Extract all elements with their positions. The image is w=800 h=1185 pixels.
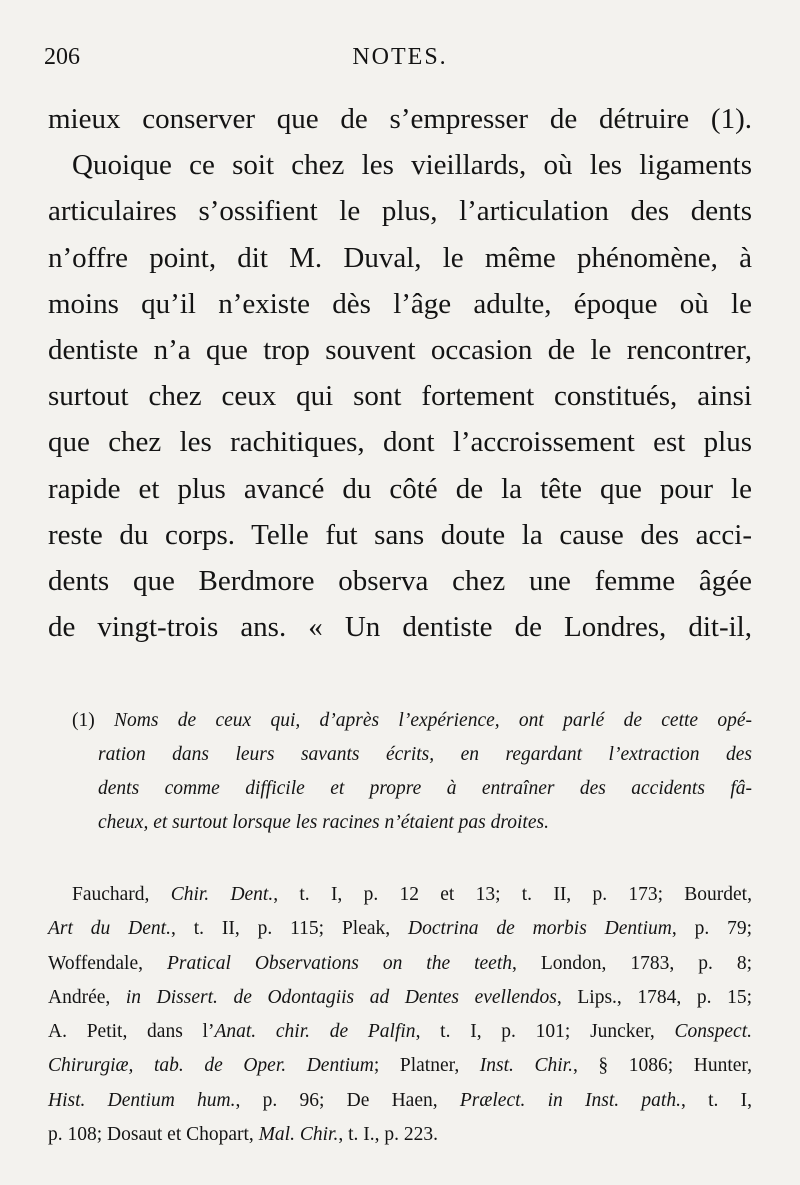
reference-text: , t. I., p. 223. [338,1124,438,1146]
text-line: articulaires s’ossifient le plus, l’articulation des dents [48,195,752,228]
page-number: 206 [44,44,80,70]
reference-line [48,1118,752,1152]
reference-text: , t. I, p. 12 et 13; t. II, p. 173; Bourdet, [273,884,752,905]
footnote-text: Noms de ceux qui, d’après l’expérience, ont parlé de cette opé- [114,710,753,731]
text-line: dentiste n’a que trop souvent occasion de le rencontrer, [48,334,752,367]
reference-title: in Dissert. de Odontagiis ad Dentes evellendos [125,986,557,1008]
reference-title: Prælect. in Inst. path. [459,1089,681,1111]
reference-text: , p. 79; [671,918,753,940]
reference-title: Doctrina de morbis Dentium [408,918,672,940]
text-line: reste du corps. Telle fut sans doute la cause des acci- [48,518,752,551]
reference-text: A. Petit, dans l’ [48,1021,215,1043]
running-title: NOTES. [352,44,448,70]
reference-line [48,1015,752,1049]
text-line: moins qu’il n’existe dès l’âge adulte, époque où le [48,287,752,320]
reference-title: Mal. Chir. [258,1124,339,1146]
text-line: n’offre point, dit M. Duval, le même phénomène, à [48,241,752,274]
reference-line [48,1084,752,1118]
reference-title: Anat. chir. de Palfin [214,1021,416,1043]
reference-text: , London, 1783, p. 8; [512,952,752,974]
reference-text: , t. II, p. 115; Pleak, [170,918,409,940]
footnote-mark: (1) [72,710,95,731]
reference-title: Art du Dent. [48,918,171,940]
text-line: Quoique ce soit chez les vieillards, où les ligaments [72,149,752,182]
reference-line [48,878,752,912]
footnote [72,704,752,840]
text-line: surtout chez ceux qui sont fortement constitués, ainsi [48,380,752,413]
page-header [44,44,756,78]
reference-title: Chirurgiæ, tab. de Oper. Dentium [48,1055,374,1077]
text-line: de vingt-trois ans. « Un dentiste de Londres, dit-il, [48,611,752,644]
reference-line [48,912,752,946]
reference-text: Woffendale, [48,952,167,974]
footnote-line: ration dans leurs savants écrits, en regardant l’extraction des [98,744,752,765]
reference-title: Conspect. [674,1021,752,1043]
reference-line [48,947,752,981]
reference-text: Fauchard, [72,884,171,905]
reference-line [48,1049,752,1083]
text-line: dents que Berdmore observa chez une femme âgée [48,565,752,598]
reference-title: Inst. Chir. [479,1055,573,1077]
reference-text: ; Platner, [373,1055,480,1077]
reference-title: Hist. Dentium hum. [48,1089,236,1111]
reference-text: , Lips., 1784, p. 15; [556,986,753,1008]
footnote-line [72,704,752,738]
reference-text: , p. 96; De Haen, [235,1089,460,1111]
reference-text: , § 1086; Hunter, [572,1055,752,1077]
reference-list [48,878,752,1152]
footnote-line: dents comme difficile et propre à entraîner des accidents fâ- [98,778,752,799]
reference-text: Andrée, [48,986,126,1008]
reference-text: , t. I, [680,1089,752,1111]
footnote-line: cheux, et surtout lorsque les racines n’étaient pas droites. [98,812,549,833]
reference-line [48,981,752,1015]
main-text [48,96,752,650]
reference-text: , t. I, p. 101; Juncker, [415,1021,675,1043]
reference-title: Chir. Dent. [170,884,274,905]
text-line: mieux conserver que de s’empresser de détruire (1). [48,103,752,135]
text-line: que chez les rachitiques, dont l’accroissement est plus [48,426,752,459]
reference-text: p. 108; Dosaut et Chopart, [48,1124,259,1146]
reference-title: Pratical Observations on the teeth [166,952,512,974]
text-line: rapide et plus avancé du côté de la tête que pour le [48,472,752,505]
